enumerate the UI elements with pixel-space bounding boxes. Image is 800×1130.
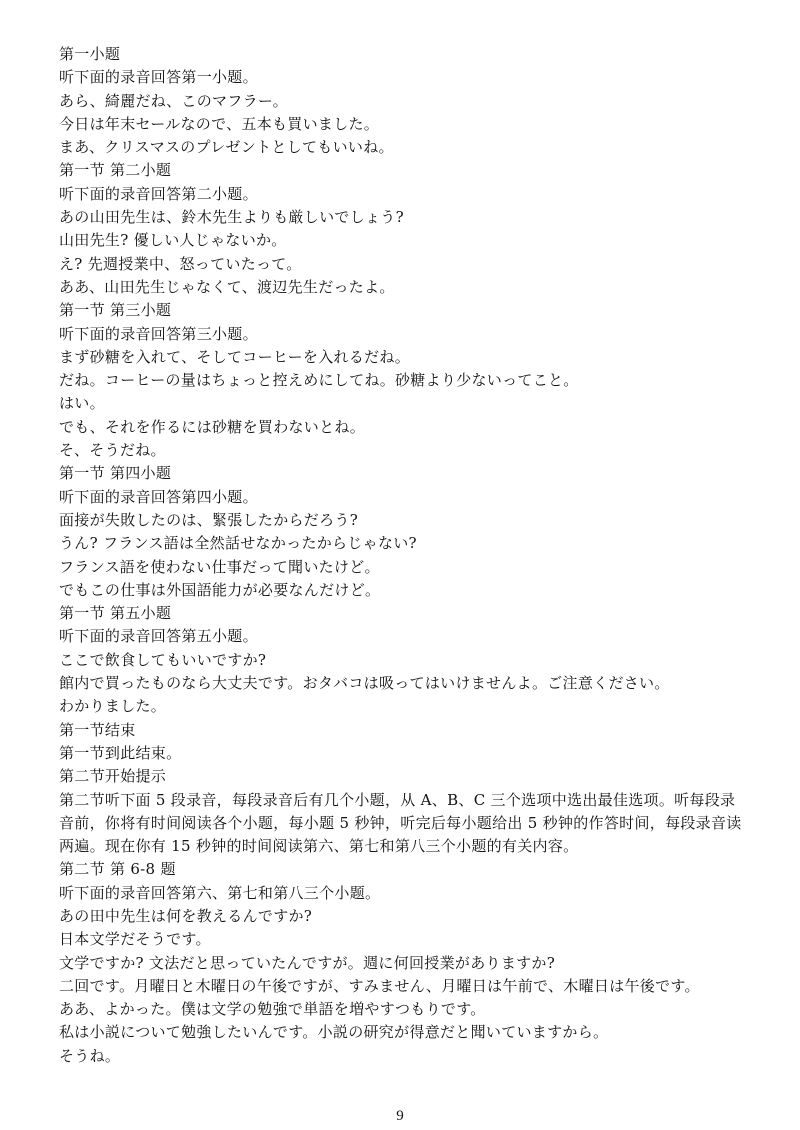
text-line: 听下面的录音回答第五小题。 — [59, 627, 258, 646]
document-body — [59, 43, 749, 1068]
text-line: そうね。 — [59, 1046, 121, 1065]
text-line: 今日は年末セールなので、五本も買いました。 — [59, 114, 380, 133]
text-line: 听下面的录音回答第二小题。 — [59, 184, 258, 203]
text-line: 山田先生? 優しい人じゃないか。 — [59, 231, 287, 250]
instruction-paragraph: 第二节听下面 5 段录音，每段录音后有几个小题，从 A、B、C 三个选项中选出最佳选项。听每段录音前，你将有时间阅读各个小题，每小题 5 秒钟，听完后每小题给出 5 秒钟的作答时间，每段录音读两遍。现在你有 15 秒钟的时间阅读第六、第七和第八三个小题的有关内容。 — [59, 790, 742, 856]
transcript-section-two — [59, 858, 749, 1068]
text-line: フランス語を使わない仕事だって聞いたけど。 — [59, 557, 380, 576]
text-line: 第二节 第 6-8 题 — [59, 860, 176, 879]
text-line: 面接が失敗したのは、緊張したからだろう? — [59, 510, 359, 529]
text-line: 第一节 第二小题 — [59, 161, 172, 180]
text-line: 第一节到此结束。 — [59, 743, 182, 762]
text-line: 第一节 第四小题 — [59, 464, 172, 483]
text-line: あの田中先生は何を教えるんですか? — [59, 906, 313, 925]
text-line: はい。 — [59, 394, 105, 413]
text-line: 第一小题 — [59, 45, 121, 63]
text-line: あら、綺麗だね、このマフラー。 — [59, 91, 288, 110]
text-line: わかりました。 — [59, 697, 167, 716]
text-line: あの山田先生は、鈴木先生よりも厳しいでしょう? — [59, 208, 404, 227]
text-line: だね。コーヒーの量はちょっと控えめにしてね。砂糖より少ないってこと。 — [59, 371, 579, 390]
text-line: 听下面的录音回答第六、第七和第八三个小题。 — [59, 883, 381, 902]
text-line: 日本文学だそうです。 — [59, 930, 211, 949]
page-number: 9 — [396, 1108, 404, 1124]
text-line: 听下面的录音回答第四小题。 — [59, 487, 258, 506]
text-line: ここで飲食してもいいですか? — [59, 650, 267, 669]
text-line: ああ、山田先生じゃなくて、渡辺先生だったよ。 — [59, 277, 395, 296]
text-line: 听下面的录音回答第一小题。 — [59, 68, 258, 87]
text-line: ああ、よかった。僕は文学の勉強で単語を増やすつもりです。 — [59, 1000, 486, 1019]
transcript-section-one — [59, 43, 749, 789]
text-line: でも、それを作るには砂糖を買わないとね。 — [59, 417, 366, 436]
text-line: 第一节 第五小题 — [59, 604, 172, 623]
text-line: 第一节结束 — [59, 720, 136, 739]
text-line: え? 先週授業中、怒っていたって。 — [59, 254, 302, 273]
text-line: 文学ですか? 文法だと思っていたんですが。週に何回授業がありますか? — [59, 953, 556, 972]
text-line: 听下面的录音回答第三小题。 — [59, 324, 258, 343]
text-line: まあ、クリスマスのプレゼントとしてもいいね。 — [59, 138, 394, 157]
text-line: 二回です。月曜日と木曜日の午後ですが、すみません、月曜日は午前で、木曜日は午後です。 — [59, 976, 700, 995]
text-line: でもこの仕事は外国語能力が必要なんだけど。 — [59, 580, 381, 599]
text-line: そ、そうだね。 — [59, 441, 166, 460]
text-line: 館内で買ったものなら大丈夫です。おタバコは吸ってはいけませんよ。ご注意ください。 — [59, 674, 670, 693]
text-line: うん? フランス語は全然話せなかったからじゃない? — [59, 534, 417, 553]
text-line: 第二节开始提示 — [59, 767, 167, 786]
text-line: 第一节 第三小题 — [59, 301, 172, 320]
text-line: 私は小説について勉強したいんです。小説の研究が得意だと聞いていますから。 — [59, 1023, 609, 1042]
text-line: まず砂糖を入れて、そしてコーヒーを入れるだね。 — [59, 347, 411, 366]
